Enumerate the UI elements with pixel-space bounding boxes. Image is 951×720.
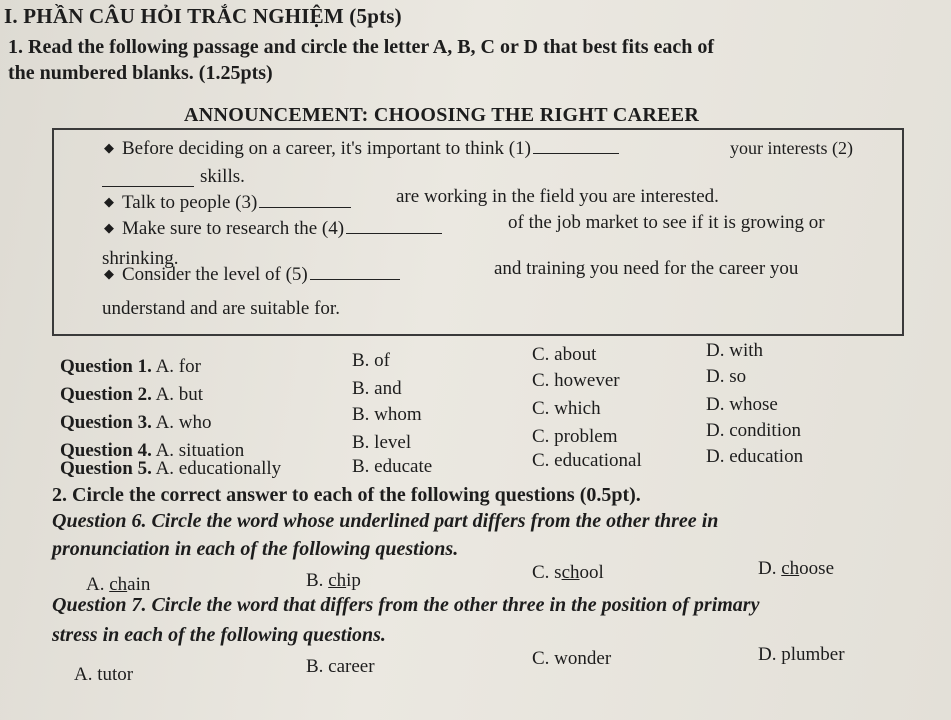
bullet-2 xyxy=(104,192,353,214)
option-b[interactable]: B. of xyxy=(352,350,390,371)
bullet-3-text-b: of the job market to see if it is growing or xyxy=(508,212,825,233)
option-b[interactable]: B. educate xyxy=(352,456,433,477)
question-label: Question 3. xyxy=(60,412,152,433)
bullet-4 xyxy=(104,264,402,286)
option-c[interactable]: C. educational xyxy=(532,450,642,471)
option-a[interactable]: A. situation xyxy=(155,440,245,461)
question-7-line-2: stress in each of the following questions. xyxy=(52,624,386,646)
option-c[interactable]: C. problem xyxy=(532,426,618,447)
option-c[interactable]: C. which xyxy=(532,398,601,419)
bullet-3-text-c: shrinking. xyxy=(102,248,179,269)
option-suffix: ool xyxy=(579,562,604,583)
option-d[interactable]: D. whose xyxy=(706,394,778,415)
question-1 xyxy=(60,356,201,378)
underlined-part: ch xyxy=(781,558,800,579)
question-5 xyxy=(60,458,281,480)
bullet-2-text-a: Talk to people (3) xyxy=(122,192,258,213)
q7-option-a[interactable]: A. tutor xyxy=(74,664,134,685)
bullet-4-text-a: Consider the level of (5) xyxy=(122,264,308,285)
option-a[interactable]: A. but xyxy=(155,384,204,405)
option-prefix: C. s xyxy=(532,562,562,583)
q7-option-d[interactable]: D. plumber xyxy=(758,644,845,665)
bullet-1 xyxy=(104,138,621,160)
bullet-3 xyxy=(104,218,444,240)
diamond-bullet-icon: ◆ xyxy=(104,140,114,155)
diamond-bullet-icon: ◆ xyxy=(104,220,114,235)
option-a[interactable]: A. who xyxy=(155,412,212,433)
option-prefix: D. xyxy=(758,558,782,579)
question-label: Question 2. xyxy=(60,384,152,405)
underlined-part: ch xyxy=(328,570,347,591)
bullet-1-text-c: skills. xyxy=(200,166,245,187)
diamond-bullet-icon: ◆ xyxy=(104,194,114,209)
question-7-line-1: Question 7. Circle the word that differs from the other three in the position of primary xyxy=(52,594,760,616)
option-b[interactable]: B. level xyxy=(352,432,412,453)
option-suffix: ip xyxy=(346,570,361,591)
instruction-line-1: 1. Read the following passage and circle the letter A, B, C or D that best fits each of xyxy=(8,36,715,58)
option-suffix: ain xyxy=(127,574,151,595)
bullet-4-text-b: and training you need for the career you xyxy=(494,258,799,279)
option-c[interactable]: C. about xyxy=(532,344,597,365)
part-2-title: 2. Circle the correct answer to each of the following questions (0.5pt). xyxy=(52,484,641,506)
option-b[interactable]: B. and xyxy=(352,378,402,399)
option-suffix: oose xyxy=(799,558,834,579)
question-label: Question 5. xyxy=(60,458,152,479)
option-prefix: B. xyxy=(306,570,329,591)
q6-option-d[interactable] xyxy=(758,558,834,580)
q6-option-c[interactable] xyxy=(532,562,604,584)
question-6-line-1: Question 6. Circle the word whose underlined part differs from the other three in xyxy=(52,510,719,532)
option-d[interactable]: D. education xyxy=(706,446,804,467)
blank-5[interactable] xyxy=(310,278,400,280)
option-d[interactable]: D. with xyxy=(706,340,763,361)
blank-3[interactable] xyxy=(259,206,351,208)
bullet-1-text-a: Before deciding on a career, it's important to think (1) xyxy=(122,138,531,159)
question-label: Question 4. xyxy=(60,440,152,461)
q7-option-c[interactable]: C. wonder xyxy=(532,648,612,669)
announcement-title: ANNOUNCEMENT: CHOOSING THE RIGHT CAREER xyxy=(184,104,700,126)
bullet-4-text-c: understand and are suitable for. xyxy=(102,298,340,319)
option-a[interactable]: A. educationally xyxy=(155,458,282,479)
option-d[interactable]: D. condition xyxy=(706,420,801,441)
diamond-bullet-icon: ◆ xyxy=(104,266,114,281)
q6-option-a[interactable] xyxy=(86,574,150,596)
option-d[interactable]: D. so xyxy=(706,366,747,387)
option-c[interactable]: C. however xyxy=(532,370,620,391)
question-6-line-2: pronunciation in each of the following questions. xyxy=(52,538,459,560)
instruction-line-2: the numbered blanks. (1.25pts) xyxy=(8,62,273,84)
blank-4[interactable] xyxy=(346,232,442,234)
blank-1[interactable] xyxy=(533,152,619,154)
bullet-2-text-b: are working in the field you are interested. xyxy=(396,186,719,207)
q7-option-b[interactable]: B. career xyxy=(306,656,375,677)
underlined-part: ch xyxy=(561,562,580,583)
blank-2[interactable] xyxy=(102,186,194,187)
option-prefix: A. xyxy=(86,574,110,595)
question-3 xyxy=(60,412,212,434)
section-heading: I. PHẦN CÂU HỎI TRẮC NGHIỆM (5pts) xyxy=(4,4,402,28)
question-2 xyxy=(60,384,203,406)
bullet-1-text-b: your interests (2) xyxy=(730,138,853,158)
q6-option-b[interactable] xyxy=(306,570,361,592)
question-label: Question 1. xyxy=(60,356,152,377)
underlined-part: ch xyxy=(109,574,128,595)
option-b[interactable]: B. whom xyxy=(352,404,422,425)
option-a[interactable]: A. for xyxy=(155,356,201,377)
bullet-3-text-a: Make sure to research the (4) xyxy=(122,218,345,239)
